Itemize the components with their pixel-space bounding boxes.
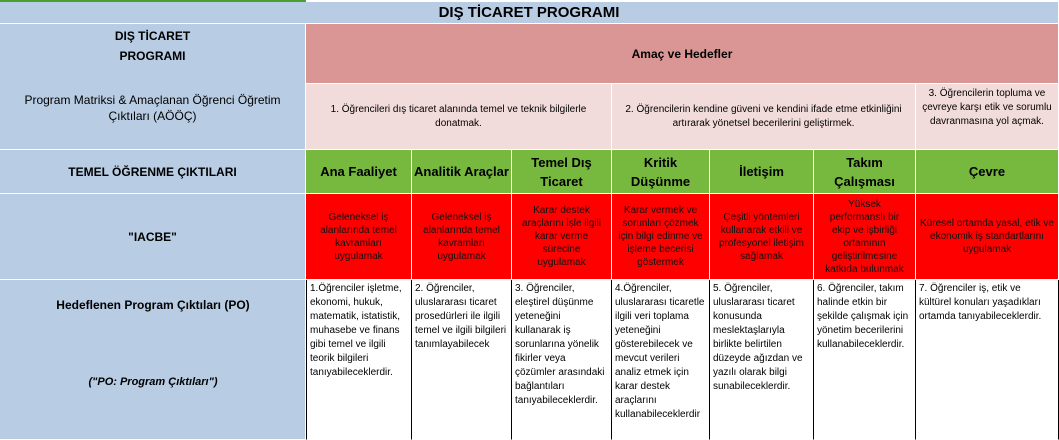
goal-2: 2. Öğrencilerin kendine güveni ve kendini ifade etme etkinliğini artırarak yönetsel becerilerini geliştirmek.	[612, 84, 916, 150]
po-label-cell	[0, 280, 306, 440]
outcome-header-kritik-dusunme: Kritik Düşünme	[612, 150, 710, 194]
goal-3: 3. Öğrencilerin topluma ve çevreye karşı etik ve sorumlu davranmasına yol açmak.	[916, 84, 1059, 150]
po-takim-calismasi: 6. Öğrenciler, takım halinde etkin bir şekilde çalışmak için yönetim becerilerini kullanabileceklerdir.	[814, 280, 916, 440]
po-note: ("PO: Program Çıktıları")	[88, 376, 218, 388]
program-name-line2: PROGRAMI	[119, 49, 186, 63]
temel-ogrenme-label: TEMEL ÖĞRENME ÇIKTILARI	[0, 150, 306, 194]
program-name-line1: DIŞ TİCARET	[114, 29, 191, 43]
goal-1: 1. Öğrencileri dış ticaret alanında temel ve teknik bilgilerle donatmak.	[306, 84, 612, 150]
left-header-cell	[0, 24, 306, 150]
iacbe-ana-faaliyet: Geleneksel iş alanlarında temel kavramları uygulamak	[306, 194, 412, 280]
outcome-header-ana-faaliyet: Ana Faaliyet	[306, 150, 412, 194]
outcome-header-iletisim: İletişim	[710, 150, 814, 194]
iacbe-iletisim: Çeşitli yöntemleri kullanarak etkili ve profesyonel iletişim sağlamak	[710, 194, 814, 280]
po-iletisim: 5. Öğrenciler, uluslararası ticaret konusunda meslektaşlarıyla birlikte belirtilen düzeyde ağızdan ve yazılı olarak bilgi sunabileceklerdir.	[710, 280, 814, 440]
po-kritik-dusunme: 4.Öğrenciler, uluslararası ticaretle ilgili veri toplama yeteneğini gösterebilecek ve mevcut verileri analiz etmek için karar destek araçlarını kullanabileceklerdir	[612, 280, 710, 440]
page-title: DIŞ TİCARET PROGRAMI	[0, 2, 1059, 24]
po-cevre: 7. Öğrenciler iş, etik ve kültürel konuları yaşadıkları ortamda tanıyabileceklerdir.	[916, 280, 1059, 440]
po-ana-faaliyet: 1.Öğrenciler işletme, ekonomi, hukuk, matematik, istatistik, muhasebe ve finans gibi temel ve ilgili teorik bilgileri tanıyabileceklerdir.	[306, 280, 412, 440]
amac-hedefler-header: Amaç ve Hedefler	[306, 24, 1059, 84]
po-analitik-araclar: 2. Öğrenciler, uluslararası ticaret prosedürleri ile ilgili temel ve ilgili bilgileri tanımlayabilecek	[412, 280, 512, 440]
outcome-header-temel-dis-ticaret: Temel Dış Ticaret	[512, 150, 612, 194]
iacbe-kritik-dusunme: Karar vermek ve sorunları çözmek için bilgi edinme ve işleme becerisi göstermek	[612, 194, 710, 280]
iacbe-label: "IACBE"	[0, 194, 306, 280]
iacbe-cevre: Küresel ortamda yasal, etik ve ekonomik iş standartlarını uygulamak	[916, 194, 1059, 280]
outcome-header-cevre: Çevre	[916, 150, 1059, 194]
iacbe-analitik-araclar: Geleneksel iş alanlarında temel kavramları uygulamak	[412, 194, 512, 280]
matrix-label: Program Matriksi & Amaçlanan Öğrenci Öğretim Çıktıları (AÖÖÇ)	[24, 93, 281, 123]
iacbe-takim-calismasi: Yüksek performanslı bir ekip ve işbirliği ortamının geliştirilmesine katkıda bulunmak	[814, 194, 916, 280]
po-temel-dis-ticaret: 3. Öğrenciler, eleştirel düşünme yeteneğini kullanarak iş sorunlarına yönelik fikirler veya çözümler arasındaki bağlantıları tanıyabileceklerdir.	[512, 280, 612, 440]
outcome-header-takim-calismasi: Takım Çalışması	[814, 150, 916, 194]
outcome-header-analitik-araclar: Analitik Araçlar	[412, 150, 512, 194]
iacbe-temel-dis-ticaret: Karar destek araçlarını işle ilgili karar verme sürecine uygulamak	[512, 194, 612, 280]
po-title: Hedeflenen Program Çıktıları (PO)	[56, 298, 250, 312]
